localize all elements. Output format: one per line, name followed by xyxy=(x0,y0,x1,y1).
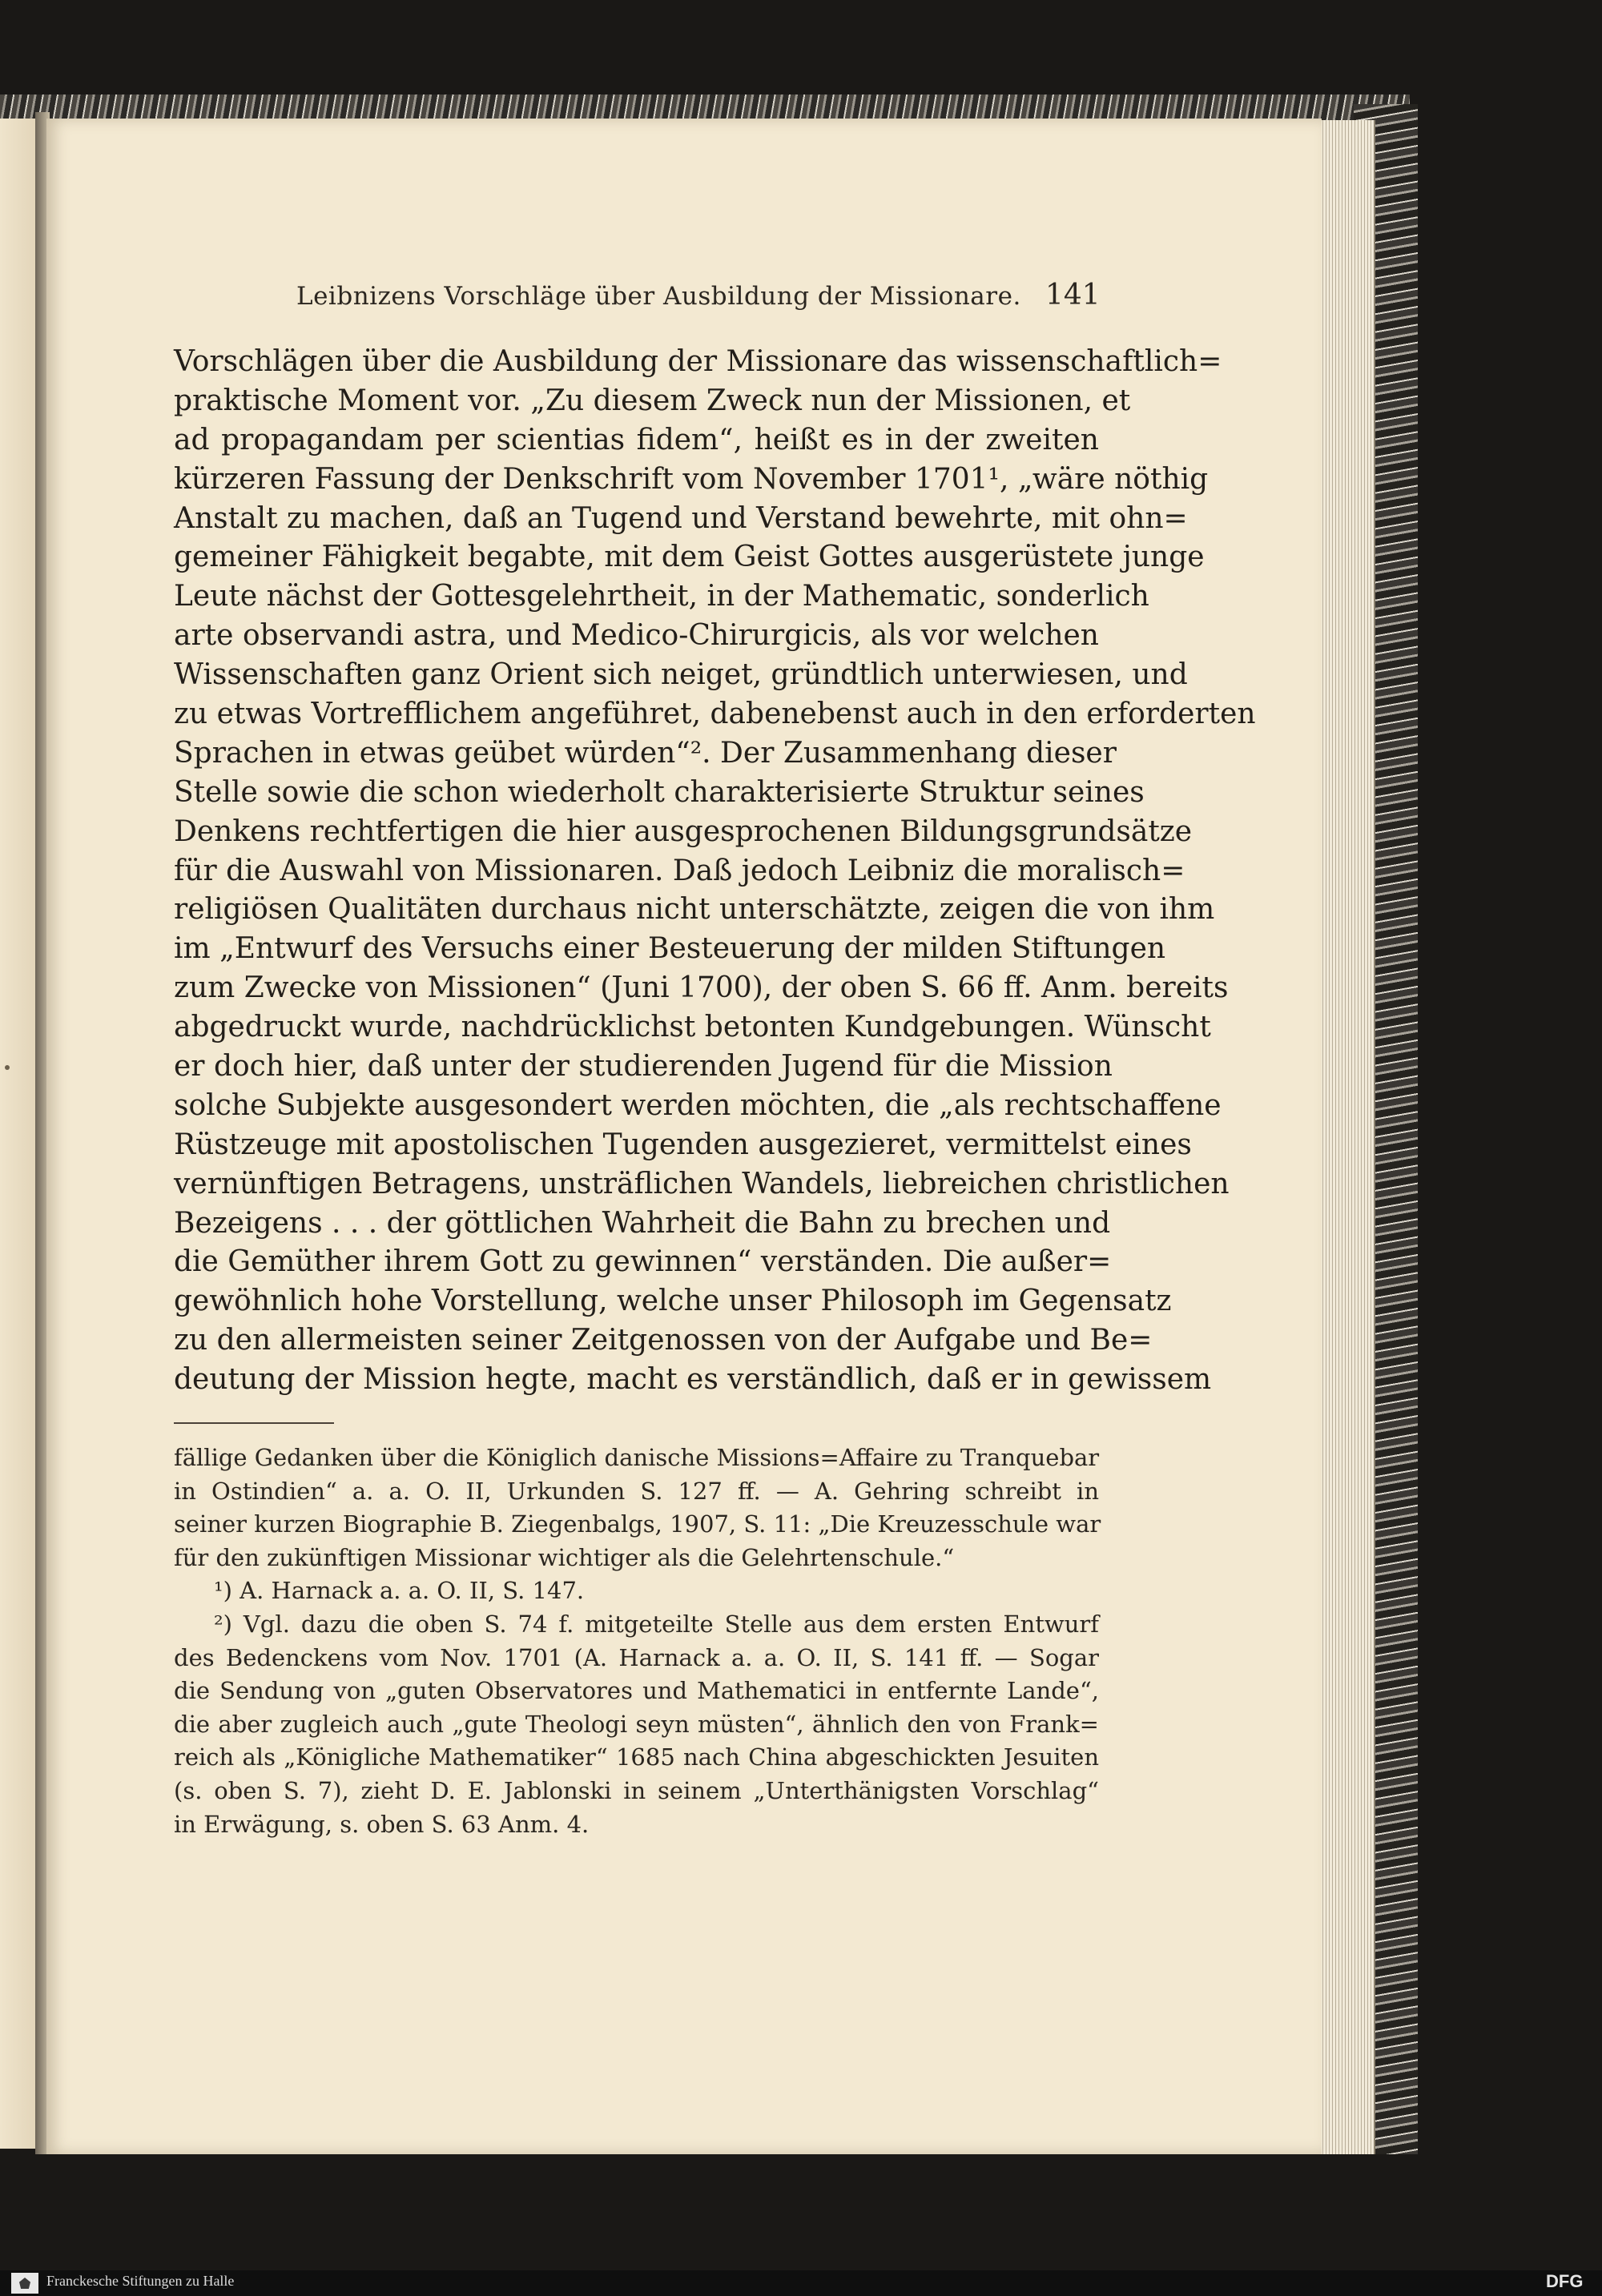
body-line: ad propagandam per scientias fidem“, heißt es in der zweiten xyxy=(174,423,1099,456)
body-line: zu den allermeisten seiner Zeitgenossen von der Aufgabe und Be= xyxy=(174,1324,1153,1357)
institution-logo-icon xyxy=(11,2273,38,2294)
footnote-line: für den zukünftigen Missionar wichtiger als die Gelehrtenschule.“ xyxy=(174,1543,955,1571)
body-line: für die Auswahl von Missionaren. Daß jedoch Leibniz die moralisch= xyxy=(174,854,1185,887)
footnote-line: in Erwägung, s. oben S. 63 Anm. 4. xyxy=(174,1810,590,1838)
body-line: abgedruckt wurde, nachdrücklichst betonten Kundgebungen. Wünscht xyxy=(174,1011,1211,1044)
body-line: solche Subjekte ausgesondert werden möchten, die „als rechtschaffene xyxy=(174,1088,1222,1122)
footnote-separator xyxy=(174,1422,334,1424)
footnote-1: ¹) A. Harnack a. a. O. II, S. 147. xyxy=(214,1577,585,1605)
footnote-line: seiner kurzen Biographie B. Ziegenbalgs, 1907, S. 11: „Die Kreuzesschule war xyxy=(174,1510,1101,1538)
body-line: Stelle sowie die schon wiederholt charakterisierte Struktur seines xyxy=(174,775,1145,809)
footnote-line: fällige Gedanken über die Königlich danische Missions=Affaire zu Tranquebar xyxy=(174,1444,1100,1471)
scan-dot xyxy=(5,1065,10,1070)
footnotes xyxy=(174,1442,1099,1841)
body-line: religiösen Qualitäten durchaus nicht unterschätzte, zeigen die von ihm xyxy=(174,893,1215,927)
institution-name: Franckesche Stiftungen zu Halle xyxy=(46,2273,235,2289)
body-line: Anstalt zu machen, daß an Tugend und Verstand bewehrte, mit ohn= xyxy=(174,501,1188,535)
body-line: Wissenschaften ganz Orient sich neiget, gründtlich unterwiesen, und xyxy=(174,658,1188,692)
body-line: Vorschlägen über die Ausbildung der Missionare das wissenschaftlich= xyxy=(174,345,1222,378)
page-number: 141 xyxy=(1045,279,1101,312)
footnote-2: ²) Vgl. dazu die oben S. 74 f. mitgeteilte Stelle aus dem ersten Entwurf xyxy=(214,1610,1099,1638)
body-line: Sprachen in etwas geübet würden“². Der Zusammenhang dieser xyxy=(174,736,1117,770)
viewer-footer xyxy=(0,2270,1602,2296)
body-line: arte observandi astra, und Medico-Chirurgicis, als vor welchen xyxy=(174,619,1099,653)
body-line: Rüstzeuge mit apostolischen Tugenden ausgezieret, vermittelst eines xyxy=(174,1128,1192,1161)
footnote-line: des Bedenckens vom Nov. 1701 (A. Harnack a. a. O. II, S. 141 ff. — Sogar xyxy=(174,1643,1099,1671)
page-edges xyxy=(1314,120,1375,2154)
footnote-line: in Ostindien“ a. a. O. II, Urkunden S. 127 ff. — A. Gehring schreibt in xyxy=(174,1477,1099,1505)
body-line: gemeiner Fähigkeit begabte, mit dem Geist Gottes ausgerüstete junge xyxy=(174,541,1205,574)
body-line: im „Entwurf des Versuchs einer Besteuerung der milden Stiftungen xyxy=(174,932,1166,966)
body-line: Denkens rechtfertigen die hier ausgesprochenen Bildungsgrundsätze xyxy=(174,814,1193,848)
body-line: zu etwas Vortrefflichem angeführet, dabenebenst auch in den erforderten xyxy=(174,698,1256,731)
footnote-line: die aber zugleich auch „gute Theologi seyn müsten“, ähnlich den von Frank= xyxy=(174,1710,1099,1738)
footnote-line: (s. oben S. 7), zieht D. E. Jablonski in seinem „Unterthänigsten Vorschlag“ xyxy=(174,1776,1099,1804)
body-line: die Gemüther ihrem Gott zu gewinnen“ verständen. Die außer= xyxy=(174,1245,1112,1279)
footnote-line: die Sendung von „guten Observatores und Mathematici in entfernte Lande“, xyxy=(174,1677,1099,1705)
body-line: er doch hier, daß unter der studierenden Jugend für die Mission xyxy=(174,1050,1113,1084)
body-line: vernünftigen Betragens, unsträflichen Wandels, liebreichen christlichen xyxy=(174,1167,1230,1200)
facing-page-sliver xyxy=(0,119,38,2149)
footnote-line: reich als „Königliche Mathematiker“ 1685 nach China abgeschickten Jesuiten xyxy=(174,1743,1099,1771)
body-line: deutung der Mission hegte, macht es verständlich, daß er in gewissem xyxy=(174,1363,1212,1397)
body-text xyxy=(174,343,1256,1400)
body-line: kürzeren Fassung der Denkschrift vom November 1701¹, „wäre nöthig xyxy=(174,462,1209,496)
body-line: Leute nächst der Gottesgelehrtheit, in der Mathematic, sonderlich xyxy=(174,580,1149,613)
dfg-logo: DFG xyxy=(1546,2271,1584,2291)
body-line: gewöhnlich hohe Vorstellung, welche unser Philosoph im Gegensatz xyxy=(174,1285,1172,1318)
body-line: Bezeigens . . . der göttlichen Wahrheit die Bahn zu brechen und xyxy=(174,1206,1111,1240)
running-header: Leibnizens Vorschläge über Ausbildung der Missionare. xyxy=(296,282,1021,311)
body-line: praktische Moment vor. „Zu diesem Zweck nun der Missionen, et xyxy=(174,384,1131,417)
body-line: zum Zwecke von Missionen“ (Juni 1700), der oben S. 66 ff. Anm. bereits xyxy=(174,971,1229,1005)
